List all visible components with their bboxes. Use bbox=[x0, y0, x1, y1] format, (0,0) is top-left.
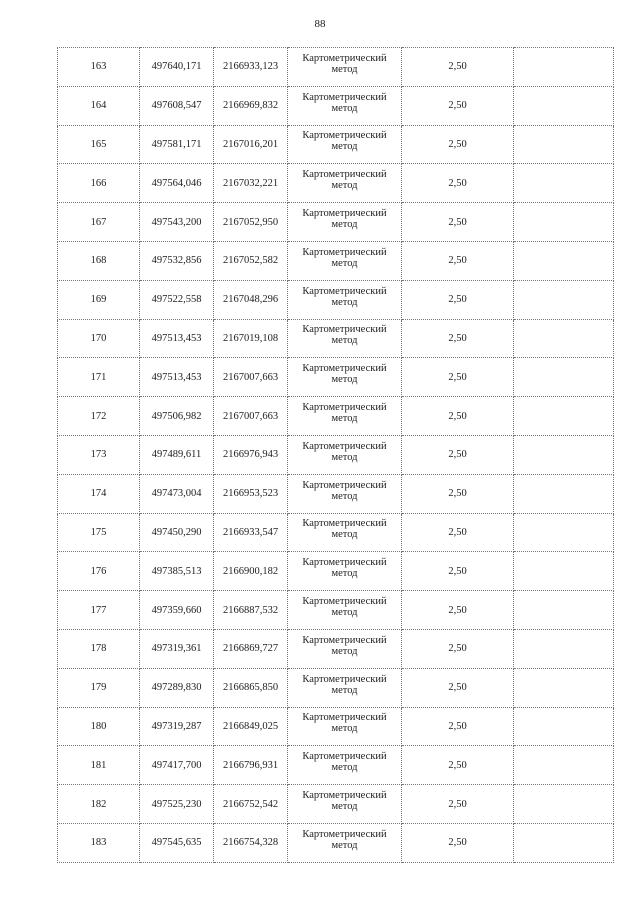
method-cell bbox=[288, 552, 402, 591]
accuracy-cell: 2,50 bbox=[402, 707, 514, 746]
method-cell bbox=[288, 164, 402, 203]
accuracy-cell: 2,50 bbox=[402, 164, 514, 203]
method-cell bbox=[288, 125, 402, 164]
empty-cell bbox=[514, 280, 614, 319]
point-number-cell: 180 bbox=[58, 707, 140, 746]
accuracy-cell: 2,50 bbox=[402, 125, 514, 164]
method-cell bbox=[288, 513, 402, 552]
method-cell bbox=[288, 280, 402, 319]
table-row bbox=[58, 48, 614, 87]
point-number-cell: 173 bbox=[58, 435, 140, 474]
x-coordinate-cell: 497359,660 bbox=[140, 591, 214, 630]
empty-cell bbox=[514, 203, 614, 242]
x-coordinate-cell: 497513,453 bbox=[140, 319, 214, 358]
x-coordinate-cell: 497640,171 bbox=[140, 48, 214, 87]
x-coordinate-cell: 497543,200 bbox=[140, 203, 214, 242]
y-coordinate-cell: 2167052,582 bbox=[214, 241, 288, 280]
empty-cell bbox=[514, 629, 614, 668]
method-line-2: метод bbox=[331, 568, 358, 580]
method-line-1: Картометрический bbox=[302, 169, 387, 181]
table-row bbox=[58, 823, 614, 862]
empty-cell bbox=[514, 668, 614, 707]
x-coordinate-cell: 497522,558 bbox=[140, 280, 214, 319]
x-coordinate-cell: 497319,361 bbox=[140, 629, 214, 668]
method-line-1: Картометрический bbox=[302, 596, 387, 608]
x-coordinate-cell: 497532,856 bbox=[140, 241, 214, 280]
method-cell bbox=[288, 823, 402, 862]
empty-cell bbox=[514, 435, 614, 474]
method-cell bbox=[288, 435, 402, 474]
method-cell bbox=[288, 474, 402, 513]
empty-cell bbox=[514, 48, 614, 87]
table-row bbox=[58, 319, 614, 358]
x-coordinate-cell: 497506,982 bbox=[140, 397, 214, 436]
method-line-1: Картометрический bbox=[302, 673, 387, 685]
empty-cell bbox=[514, 397, 614, 436]
table-row bbox=[58, 86, 614, 125]
method-line-2: метод bbox=[331, 801, 358, 813]
point-number-cell: 167 bbox=[58, 203, 140, 242]
point-number-cell: 164 bbox=[58, 86, 140, 125]
x-coordinate-cell: 497545,635 bbox=[140, 823, 214, 862]
empty-cell bbox=[514, 707, 614, 746]
method-cell bbox=[288, 629, 402, 668]
x-coordinate-cell: 497513,453 bbox=[140, 358, 214, 397]
y-coordinate-cell: 2166752,542 bbox=[214, 785, 288, 824]
point-number-cell: 181 bbox=[58, 746, 140, 785]
point-number-cell: 178 bbox=[58, 629, 140, 668]
point-number-cell: 170 bbox=[58, 319, 140, 358]
method-line-1: Картометрический bbox=[302, 790, 387, 802]
empty-cell bbox=[514, 86, 614, 125]
empty-cell bbox=[514, 513, 614, 552]
table-row bbox=[58, 474, 614, 513]
x-coordinate-cell: 497473,004 bbox=[140, 474, 214, 513]
empty-cell bbox=[514, 125, 614, 164]
accuracy-cell: 2,50 bbox=[402, 86, 514, 125]
method-cell bbox=[288, 591, 402, 630]
x-coordinate-cell: 497564,046 bbox=[140, 164, 214, 203]
point-number-cell: 176 bbox=[58, 552, 140, 591]
point-number-cell: 171 bbox=[58, 358, 140, 397]
method-line-2: метод bbox=[331, 839, 358, 851]
coordinates-table bbox=[57, 47, 614, 863]
method-line-1: Картометрический bbox=[302, 285, 387, 297]
method-line-1: Картометрический bbox=[302, 91, 387, 103]
table-row bbox=[58, 629, 614, 668]
method-line-1: Картометрический bbox=[302, 402, 387, 414]
table-row bbox=[58, 668, 614, 707]
accuracy-cell: 2,50 bbox=[402, 397, 514, 436]
method-line-1: Картометрический bbox=[302, 363, 387, 375]
x-coordinate-cell: 497525,230 bbox=[140, 785, 214, 824]
accuracy-cell: 2,50 bbox=[402, 629, 514, 668]
accuracy-cell: 2,50 bbox=[402, 785, 514, 824]
method-line-2: метод bbox=[331, 257, 358, 269]
y-coordinate-cell: 2166887,532 bbox=[214, 591, 288, 630]
accuracy-cell: 2,50 bbox=[402, 591, 514, 630]
method-line-2: метод bbox=[331, 607, 358, 619]
method-line-2: метод bbox=[331, 102, 358, 114]
table-row bbox=[58, 241, 614, 280]
y-coordinate-cell: 2167007,663 bbox=[214, 397, 288, 436]
y-coordinate-cell: 2166933,123 bbox=[214, 48, 288, 87]
point-number-cell: 183 bbox=[58, 823, 140, 862]
method-line-2: метод bbox=[331, 762, 358, 774]
point-number-cell: 175 bbox=[58, 513, 140, 552]
y-coordinate-cell: 2167048,296 bbox=[214, 280, 288, 319]
y-coordinate-cell: 2167032,221 bbox=[214, 164, 288, 203]
point-number-cell: 174 bbox=[58, 474, 140, 513]
y-coordinate-cell: 2166849,025 bbox=[214, 707, 288, 746]
x-coordinate-cell: 497581,171 bbox=[140, 125, 214, 164]
accuracy-cell: 2,50 bbox=[402, 746, 514, 785]
y-coordinate-cell: 2166933,547 bbox=[214, 513, 288, 552]
x-coordinate-cell: 497608,547 bbox=[140, 86, 214, 125]
method-cell bbox=[288, 319, 402, 358]
y-coordinate-cell: 2167052,950 bbox=[214, 203, 288, 242]
point-number-cell: 165 bbox=[58, 125, 140, 164]
method-line-2: метод bbox=[331, 141, 358, 153]
y-coordinate-cell: 2166969,832 bbox=[214, 86, 288, 125]
method-line-1: Картометрический bbox=[302, 712, 387, 724]
point-number-cell: 172 bbox=[58, 397, 140, 436]
point-number-cell: 169 bbox=[58, 280, 140, 319]
y-coordinate-cell: 2166754,328 bbox=[214, 823, 288, 862]
method-line-1: Картометрический bbox=[302, 828, 387, 840]
accuracy-cell: 2,50 bbox=[402, 203, 514, 242]
method-line-1: Картометрический bbox=[302, 518, 387, 530]
point-number-cell: 182 bbox=[58, 785, 140, 824]
method-line-1: Картометрический bbox=[302, 324, 387, 336]
page-number: 88 bbox=[314, 18, 326, 30]
table-row bbox=[58, 591, 614, 630]
table-row bbox=[58, 552, 614, 591]
point-number-cell: 168 bbox=[58, 241, 140, 280]
empty-cell bbox=[514, 474, 614, 513]
point-number-cell: 163 bbox=[58, 48, 140, 87]
table-row bbox=[58, 125, 614, 164]
x-coordinate-cell: 497489,611 bbox=[140, 435, 214, 474]
method-line-1: Картометрический bbox=[302, 208, 387, 220]
method-cell bbox=[288, 707, 402, 746]
empty-cell bbox=[514, 164, 614, 203]
method-line-2: метод bbox=[331, 180, 358, 192]
empty-cell bbox=[514, 785, 614, 824]
empty-cell bbox=[514, 746, 614, 785]
accuracy-cell: 2,50 bbox=[402, 280, 514, 319]
method-cell bbox=[288, 358, 402, 397]
accuracy-cell: 2,50 bbox=[402, 823, 514, 862]
empty-cell bbox=[514, 319, 614, 358]
point-number-cell: 166 bbox=[58, 164, 140, 203]
x-coordinate-cell: 497385,513 bbox=[140, 552, 214, 591]
method-cell bbox=[288, 746, 402, 785]
method-line-1: Картометрический bbox=[302, 634, 387, 646]
empty-cell bbox=[514, 241, 614, 280]
method-cell bbox=[288, 785, 402, 824]
accuracy-cell: 2,50 bbox=[402, 435, 514, 474]
accuracy-cell: 2,50 bbox=[402, 48, 514, 87]
empty-cell bbox=[514, 552, 614, 591]
method-cell bbox=[288, 668, 402, 707]
y-coordinate-cell: 2166865,850 bbox=[214, 668, 288, 707]
method-line-2: метод bbox=[331, 296, 358, 308]
table-row bbox=[58, 358, 614, 397]
table-row bbox=[58, 435, 614, 474]
accuracy-cell: 2,50 bbox=[402, 668, 514, 707]
method-line-1: Картометрический bbox=[302, 479, 387, 491]
accuracy-cell: 2,50 bbox=[402, 241, 514, 280]
method-line-2: метод bbox=[331, 374, 358, 386]
accuracy-cell: 2,50 bbox=[402, 552, 514, 591]
x-coordinate-cell: 497450,290 bbox=[140, 513, 214, 552]
empty-cell bbox=[514, 823, 614, 862]
accuracy-cell: 2,50 bbox=[402, 358, 514, 397]
empty-cell bbox=[514, 358, 614, 397]
method-line-2: метод bbox=[331, 529, 358, 541]
method-cell bbox=[288, 203, 402, 242]
y-coordinate-cell: 2166900,182 bbox=[214, 552, 288, 591]
method-cell bbox=[288, 86, 402, 125]
method-cell bbox=[288, 48, 402, 87]
method-cell bbox=[288, 397, 402, 436]
method-line-2: метод bbox=[331, 219, 358, 231]
empty-cell bbox=[514, 591, 614, 630]
coordinates-table-body bbox=[58, 48, 614, 863]
point-number-cell: 179 bbox=[58, 668, 140, 707]
table-row bbox=[58, 280, 614, 319]
method-line-2: метод bbox=[331, 335, 358, 347]
y-coordinate-cell: 2167016,201 bbox=[214, 125, 288, 164]
method-cell bbox=[288, 241, 402, 280]
method-line-2: метод bbox=[331, 451, 358, 463]
method-line-1: Картометрический bbox=[302, 751, 387, 763]
method-line-1: Картометрический bbox=[302, 440, 387, 452]
method-line-2: метод bbox=[331, 63, 358, 75]
table-row bbox=[58, 203, 614, 242]
table-row bbox=[58, 164, 614, 203]
table-row bbox=[58, 513, 614, 552]
y-coordinate-cell: 2166953,523 bbox=[214, 474, 288, 513]
accuracy-cell: 2,50 bbox=[402, 513, 514, 552]
y-coordinate-cell: 2167007,663 bbox=[214, 358, 288, 397]
method-line-1: Картометрический bbox=[302, 557, 387, 569]
method-line-2: метод bbox=[331, 684, 358, 696]
method-line-1: Картометрический bbox=[302, 246, 387, 258]
method-line-2: метод bbox=[331, 723, 358, 735]
x-coordinate-cell: 497417,700 bbox=[140, 746, 214, 785]
accuracy-cell: 2,50 bbox=[402, 319, 514, 358]
y-coordinate-cell: 2167019,108 bbox=[214, 319, 288, 358]
point-number-cell: 177 bbox=[58, 591, 140, 630]
x-coordinate-cell: 497289,830 bbox=[140, 668, 214, 707]
x-coordinate-cell: 497319,287 bbox=[140, 707, 214, 746]
y-coordinate-cell: 2166869,727 bbox=[214, 629, 288, 668]
method-line-1: Картометрический bbox=[302, 130, 387, 142]
table-row bbox=[58, 397, 614, 436]
method-line-2: метод bbox=[331, 490, 358, 502]
method-line-2: метод bbox=[331, 413, 358, 425]
accuracy-cell: 2,50 bbox=[402, 474, 514, 513]
y-coordinate-cell: 2166976,943 bbox=[214, 435, 288, 474]
table-row bbox=[58, 785, 614, 824]
method-line-2: метод bbox=[331, 645, 358, 657]
table-row bbox=[58, 707, 614, 746]
method-line-1: Картометрический bbox=[302, 52, 387, 64]
table-row bbox=[58, 746, 614, 785]
y-coordinate-cell: 2166796,931 bbox=[214, 746, 288, 785]
